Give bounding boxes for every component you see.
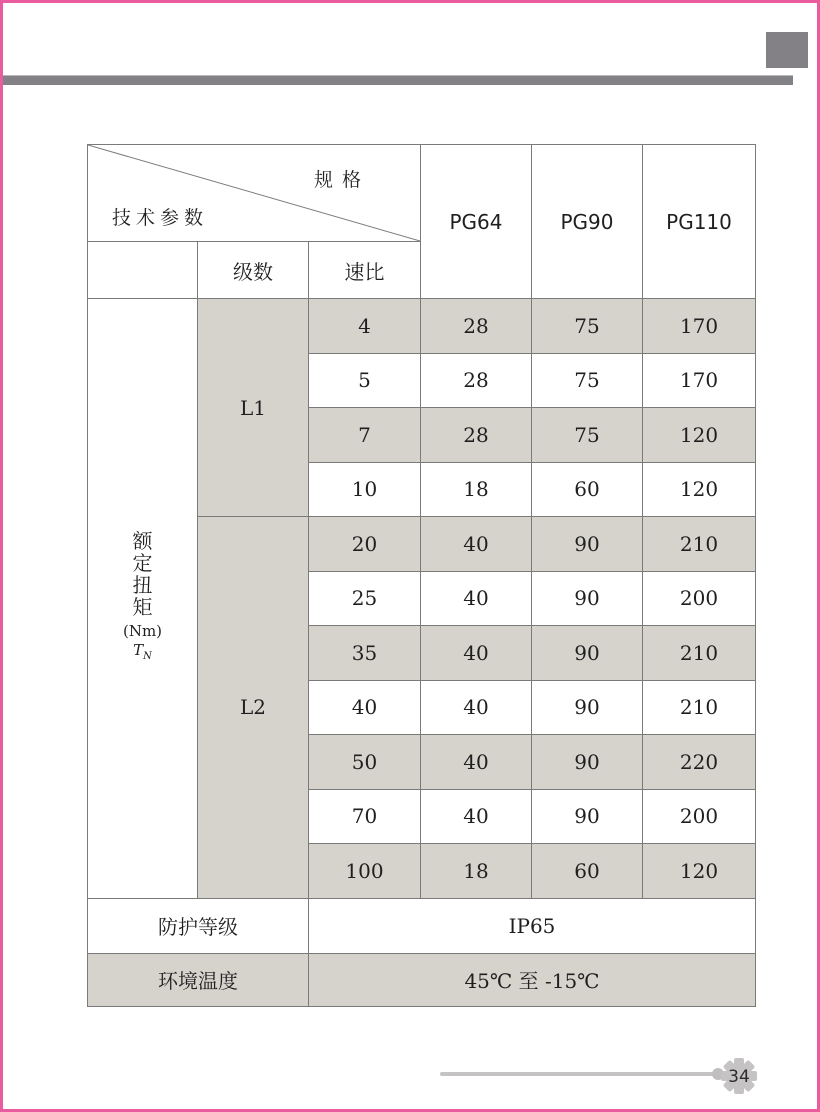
value-cell: 75 <box>532 299 643 354</box>
value-cell: 170 <box>643 353 756 408</box>
ratio-cell: 10 <box>309 462 421 517</box>
value-cell: 60 <box>532 844 643 899</box>
value-cell: 120 <box>643 462 756 517</box>
ratio-cell: 70 <box>309 789 421 844</box>
torque-label-char: 定 <box>132 551 153 576</box>
header-rule-bar <box>3 75 793 85</box>
value-cell: 200 <box>643 571 756 626</box>
ratio-cell: 100 <box>309 844 421 899</box>
column-header-pg110: PG110 <box>643 145 756 299</box>
summary-body <box>88 898 756 1006</box>
stage-header-cell: 级数 <box>198 242 309 299</box>
value-cell: 210 <box>643 517 756 572</box>
value-cell: 90 <box>532 735 643 790</box>
stage-cell-l1: L1 <box>198 299 309 517</box>
ratio-cell: 5 <box>309 353 421 408</box>
torque-label-char: 矩 <box>132 595 153 620</box>
torque-unit: (Nm) <box>122 622 163 641</box>
value-cell: 120 <box>643 408 756 463</box>
value-cell: 28 <box>421 299 532 354</box>
header-row-1 <box>88 145 756 242</box>
value-cell: 90 <box>532 517 643 572</box>
ratio-cell: 20 <box>309 517 421 572</box>
torque-label-char: 扭 <box>132 573 153 598</box>
ratio-cell: 40 <box>309 680 421 735</box>
value-cell: 40 <box>421 517 532 572</box>
value-cell: 210 <box>643 680 756 735</box>
value-cell: 200 <box>643 789 756 844</box>
ratio-header-cell: 速比 <box>309 242 421 299</box>
temperature-row <box>88 953 756 1006</box>
value-cell: 210 <box>643 626 756 681</box>
table-header <box>88 145 756 299</box>
diagonal-header-cell <box>88 145 421 242</box>
value-cell: 40 <box>421 680 532 735</box>
params-corner-label: 技术参数 <box>112 207 209 229</box>
value-cell: 40 <box>421 626 532 681</box>
value-cell: 40 <box>421 735 532 790</box>
value-cell: 90 <box>532 680 643 735</box>
ratio-cell: 7 <box>309 408 421 463</box>
value-cell: 40 <box>421 571 532 626</box>
table-row <box>88 299 756 354</box>
torque-label-char: 额 <box>132 529 153 554</box>
value-cell: 170 <box>643 299 756 354</box>
value-cell: 28 <box>421 353 532 408</box>
ratio-cell: 4 <box>309 299 421 354</box>
column-header-pg64: PG64 <box>421 145 532 299</box>
torque-label-stack <box>88 530 197 666</box>
protection-value: IP65 <box>309 898 756 953</box>
torque-symbol-main: T <box>133 641 144 660</box>
value-cell: 90 <box>532 571 643 626</box>
value-cell: 40 <box>421 789 532 844</box>
spec-corner-label: 规格 <box>314 169 371 191</box>
ratio-cell: 25 <box>309 571 421 626</box>
temperature-label: 环境温度 <box>88 953 309 1006</box>
protection-label: 防护等级 <box>88 898 309 953</box>
torque-symbol-sub: N <box>143 651 152 663</box>
value-cell: 90 <box>532 789 643 844</box>
column-header-pg90: PG90 <box>532 145 643 299</box>
value-cell: 60 <box>532 462 643 517</box>
value-cell: 18 <box>421 462 532 517</box>
temperature-value: 45℃ 至 -15℃ <box>309 953 756 1006</box>
torque-data-body <box>88 299 756 899</box>
ratio-cell: 50 <box>309 735 421 790</box>
value-cell: 75 <box>532 408 643 463</box>
spec-table <box>87 144 756 1007</box>
stage-cell-l2: L2 <box>198 517 309 899</box>
value-cell: 28 <box>421 408 532 463</box>
torque-row-label-cell <box>88 299 198 899</box>
page-number-gear-icon <box>719 1056 759 1096</box>
value-cell: 220 <box>643 735 756 790</box>
footer-rule <box>440 1072 718 1076</box>
empty-header-cell <box>88 242 198 299</box>
value-cell: 120 <box>643 844 756 899</box>
ratio-cell: 35 <box>309 626 421 681</box>
header-corner-block <box>766 32 808 68</box>
value-cell: 90 <box>532 626 643 681</box>
value-cell: 18 <box>421 844 532 899</box>
protection-row <box>88 898 756 953</box>
page-number: 34 <box>728 1067 750 1087</box>
value-cell: 75 <box>532 353 643 408</box>
torque-symbol <box>133 641 152 666</box>
